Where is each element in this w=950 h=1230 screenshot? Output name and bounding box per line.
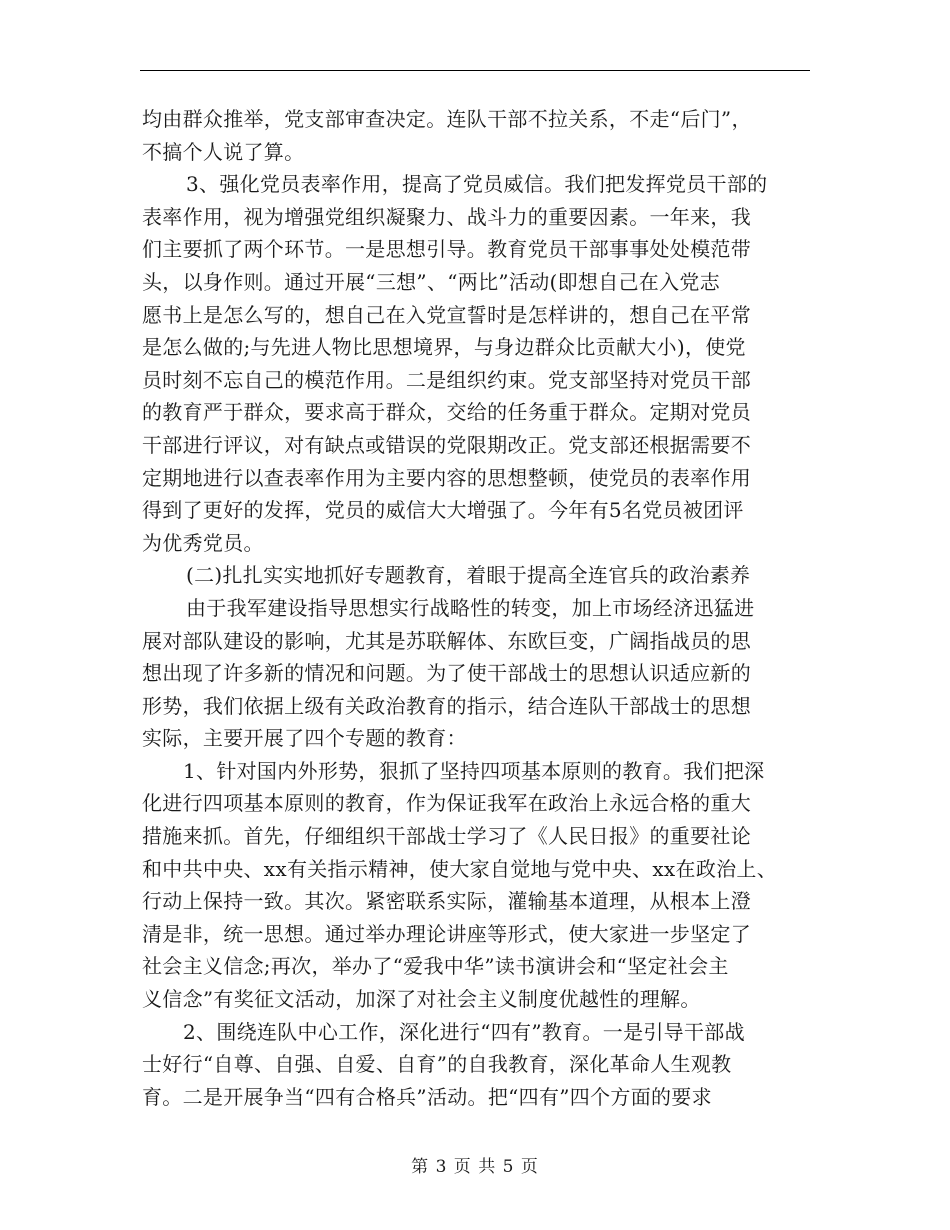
text-line: 不搞个人说了算。 (142, 139, 305, 164)
text-line: 员时刻不忘自己的模范作用。二是组织约束。党支部坚持对党员干部 (142, 367, 751, 392)
text-line: 形势，我们依据上级有关政治教育的指示，结合连队干部战士的思想 (142, 693, 751, 718)
text-line: 3、强化党员表率作用，提高了党员威信。我们把发挥党员干部的 (186, 172, 768, 197)
document-body (142, 103, 822, 1113)
page-number-footer: 第 3 页 共 5 页 (411, 1157, 539, 1177)
text-line: 社会主义信念;再次，举办了“爱我中华”读书演讲会和“坚定社会主 (142, 954, 729, 979)
text-line: 定期地进行以查表率作用为主要内容的思想整顿，使党员的表率作用 (142, 465, 751, 490)
section-heading: (二)扎扎实实地抓好专题教育，着眼于提高全连官兵的政治素养 (186, 563, 751, 588)
text-line: 愿书上是怎么写的，想自己在入党宣誓时是怎样讲的，想自己在平常 (142, 302, 751, 327)
text-line: 义信念”有奖征文活动，加深了对社会主义制度优越性的理解。 (142, 987, 701, 1012)
text-line: 干部进行评议，对有缺点或错误的党限期改正。党支部还根据需要不 (142, 432, 751, 457)
text-line: 由于我军建设指导思想实行战略性的转变，加上市场经济迅猛进 (186, 595, 755, 620)
text-line: 实际，主要开展了四个专题的教育： (142, 726, 467, 751)
text-line: 想出现了许多新的情况和问题。为了使干部战士的思想认识适应新的 (142, 661, 751, 686)
text-line: 行动上保持一致。其次。紧密联系实际，灌输基本道理，从根本上澄 (142, 889, 751, 914)
header-rule (140, 70, 810, 71)
text-line: 展对部队建设的影响，尤其是苏联解体、东欧巨变，广阔指战员的思 (142, 628, 751, 653)
text-line: 得到了更好的发挥，党员的威信大大增强了。今年有5名党员被团评 (142, 498, 744, 523)
text-line: 和中共中央、xx有关指示精神，使大家自觉地与党中央、xx在政治上、 (142, 856, 778, 881)
text-line: 清是非，统一思想。通过举办理论讲座等形式，使大家进一步坚定了 (142, 921, 751, 946)
text-line: 育。二是开展争当“四有合格兵”活动。把“四有”四个方面的要求 (142, 1084, 712, 1109)
text-line: 为优秀党员。 (142, 530, 264, 555)
text-line: 们主要抓了两个环节。一是思想引导。教育党员干部事事处处模范带 (142, 237, 751, 262)
text-line: 1、针对国内外形势，狠抓了坚持四项基本原则的教育。我们把深 (183, 758, 765, 783)
text-line: 是怎么做的;与先进人物比思想境界，与身边群众比贡献大小)，使党 (142, 335, 746, 360)
text-line: 均由群众推举，党支部审查决定。连队干部不拉关系，不走“后门”， (142, 107, 752, 131)
text-line: 的教育严于群众，要求高于群众，交给的任务重于群众。定期对党员 (142, 400, 751, 425)
text-line: 表率作用，视为增强党组织凝聚力、战斗力的重要因素。一年来，我 (142, 204, 751, 229)
text-line: 化进行四项基本原则的教育，作为保证我军在政治上永远合格的重大 (142, 791, 751, 816)
text-line: 头，以身作则。通过开展“三想”、“两比”活动(即想自己在入党志 (142, 269, 721, 294)
text-line: 士好行“自尊、自强、自爱、自育”的自我教育，深化革命人生观教 (142, 1052, 732, 1077)
text-line: 措施来抓。首先，仔细组织干部战士学习了《人民日报》的重要社论 (142, 824, 751, 849)
text-line: 2、围绕连队中心工作，深化进行“四有”教育。一是引导干部战 (183, 1019, 745, 1044)
